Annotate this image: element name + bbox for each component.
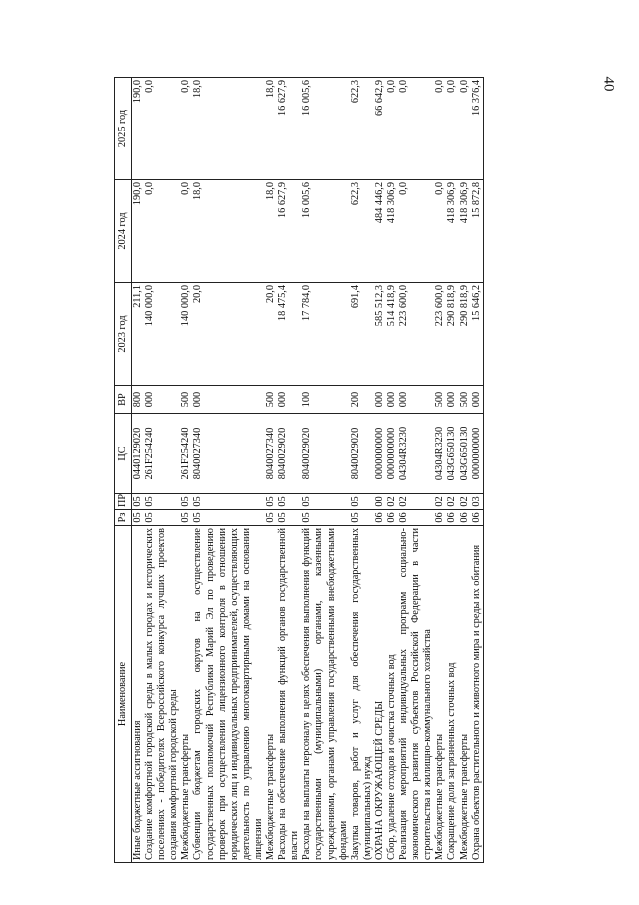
row-rz: 06 bbox=[398, 510, 434, 526]
row-pr: 05 bbox=[180, 494, 192, 510]
row-2024: 16 005,6 bbox=[301, 180, 349, 283]
table-row bbox=[192, 78, 265, 863]
row-cs: 8040029020 bbox=[350, 414, 374, 494]
row-2024: 418 306,9 bbox=[459, 180, 471, 283]
row-name: Охрана объектов растительного и животного мира и среды их обитания bbox=[471, 526, 484, 863]
row-cs: 8040029020 bbox=[277, 414, 301, 494]
row-name: Межбюджетные трансферты bbox=[265, 526, 277, 863]
header-2025: 2025 год bbox=[115, 78, 132, 180]
row-pr: 05 bbox=[350, 494, 374, 510]
row-cs: 043G650130 bbox=[446, 414, 458, 494]
row-2024: 0,0 bbox=[434, 180, 446, 283]
row-pr: 05 bbox=[132, 494, 145, 510]
row-pr: 05 bbox=[192, 494, 265, 510]
header-2023: 2023 год bbox=[115, 283, 132, 386]
row-2025: 0,0 bbox=[386, 78, 398, 180]
table-row bbox=[277, 78, 301, 863]
table-row bbox=[471, 78, 484, 863]
row-2024: 18,0 bbox=[192, 180, 265, 283]
row-cs: 8040027340 bbox=[265, 414, 277, 494]
row-2025: 0,0 bbox=[459, 78, 471, 180]
row-cs: 8040029020 bbox=[301, 414, 349, 494]
row-rz: 05 bbox=[265, 510, 277, 526]
row-name: Межбюджетные трансферты bbox=[180, 526, 192, 863]
row-2024: 0,0 bbox=[144, 180, 180, 283]
row-2025: 16 005,6 bbox=[301, 78, 349, 180]
table-row bbox=[144, 78, 180, 863]
header-2024: 2024 год bbox=[115, 180, 132, 283]
row-vr: 100 bbox=[301, 386, 349, 414]
row-2025: 0,0 bbox=[434, 78, 446, 180]
row-vr: 000 bbox=[386, 386, 398, 414]
table-row bbox=[434, 78, 446, 863]
table-row bbox=[374, 78, 386, 863]
row-2025: 16 376,4 bbox=[471, 78, 484, 180]
header-vr: ВР bbox=[115, 386, 132, 414]
row-pr: 00 bbox=[374, 494, 386, 510]
row-2023: 223 600,0 bbox=[434, 283, 446, 386]
row-rz: 05 bbox=[301, 510, 349, 526]
row-cs: 0000000000 bbox=[471, 414, 484, 494]
row-cs: 261F254240 bbox=[144, 414, 180, 494]
row-name: Создание комфортной городской среды в малых городах и исторических поселениях - победителях Всероссийского конкурса лучших проектов создания комфортной городской среды bbox=[144, 526, 180, 863]
table-row bbox=[350, 78, 374, 863]
row-vr: 800 bbox=[132, 386, 145, 414]
row-2024: 18,0 bbox=[265, 180, 277, 283]
row-rz: 05 bbox=[144, 510, 180, 526]
page-number: 40 bbox=[600, 76, 617, 92]
row-vr: 000 bbox=[144, 386, 180, 414]
row-2023: 140 000,0 bbox=[180, 283, 192, 386]
budget-table bbox=[114, 77, 484, 863]
row-2023: 15 646,2 bbox=[471, 283, 484, 386]
row-vr: 000 bbox=[398, 386, 434, 414]
row-vr: 500 bbox=[265, 386, 277, 414]
row-cs: 8040027340 bbox=[192, 414, 265, 494]
row-rz: 06 bbox=[459, 510, 471, 526]
row-cs: 0440129020 bbox=[132, 414, 145, 494]
row-rz: 06 bbox=[471, 510, 484, 526]
row-2023: 18 475,4 bbox=[277, 283, 301, 386]
row-rz: 05 bbox=[277, 510, 301, 526]
row-cs: 0000000000 bbox=[386, 414, 398, 494]
row-2025: 0,0 bbox=[144, 78, 180, 180]
row-name: ОХРАНА ОКРУЖАЮЩЕЙ СРЕДЫ bbox=[374, 526, 386, 863]
table-row bbox=[398, 78, 434, 863]
header-cs: ЦС bbox=[115, 414, 132, 494]
row-name: Иные бюджетные ассигнования bbox=[132, 526, 145, 863]
row-cs: 0000000000 bbox=[374, 414, 386, 494]
row-2023: 211,1 bbox=[132, 283, 145, 386]
row-vr: 000 bbox=[446, 386, 458, 414]
row-vr: 000 bbox=[374, 386, 386, 414]
row-pr: 02 bbox=[459, 494, 471, 510]
row-2023: 20,0 bbox=[265, 283, 277, 386]
table-row bbox=[132, 78, 145, 863]
row-vr: 000 bbox=[277, 386, 301, 414]
table-row bbox=[180, 78, 192, 863]
row-cs: 043G650130 bbox=[459, 414, 471, 494]
row-vr: 000 bbox=[192, 386, 265, 414]
row-rz: 05 bbox=[132, 510, 145, 526]
row-pr: 02 bbox=[398, 494, 434, 510]
row-rz: 05 bbox=[180, 510, 192, 526]
row-2025: 18,0 bbox=[265, 78, 277, 180]
table-row bbox=[265, 78, 277, 863]
row-vr: 500 bbox=[459, 386, 471, 414]
row-2023: 140 000,0 bbox=[144, 283, 180, 386]
row-pr: 02 bbox=[386, 494, 398, 510]
row-2023: 223 600,0 bbox=[398, 283, 434, 386]
table-row bbox=[301, 78, 349, 863]
row-rz: 06 bbox=[386, 510, 398, 526]
row-pr: 05 bbox=[265, 494, 277, 510]
row-2024: 418 306,9 bbox=[446, 180, 458, 283]
row-2025: 16 627,9 bbox=[277, 78, 301, 180]
row-2024: 622,3 bbox=[350, 180, 374, 283]
row-pr: 05 bbox=[144, 494, 180, 510]
row-cs: 04304R3230 bbox=[398, 414, 434, 494]
row-2025: 622,3 bbox=[350, 78, 374, 180]
header-rz: Рз bbox=[115, 510, 132, 526]
row-cs: 04304R3230 bbox=[434, 414, 446, 494]
row-2024: 0,0 bbox=[180, 180, 192, 283]
row-pr: 03 bbox=[471, 494, 484, 510]
row-2023: 691,4 bbox=[350, 283, 374, 386]
row-2023: 290 818,9 bbox=[446, 283, 458, 386]
row-2025: 0,0 bbox=[446, 78, 458, 180]
row-name: Субвенции бюджетам городских округов на осуществление государственных полномочий Республики Марий Эл по проведению проверок при осуществлении лицензионного контроля в отношении юридических лиц и индивидуальных предпринимателей, осуществляющих деятельность по управлению многоквартирными домами на основании лицензии bbox=[192, 526, 265, 863]
header-name: Наименование bbox=[115, 526, 132, 863]
row-2025: 66 642,9 bbox=[374, 78, 386, 180]
row-name: Реализация мероприятий индивидуальных программ социально-экономического развития субъектов Российской Федерации в части строительства и жилищно-коммунального хозяйства bbox=[398, 526, 434, 863]
row-2024: 0,0 bbox=[398, 180, 434, 283]
row-pr: 02 bbox=[434, 494, 446, 510]
row-2025: 0,0 bbox=[398, 78, 434, 180]
row-pr: 02 bbox=[446, 494, 458, 510]
row-2025: 0,0 bbox=[180, 78, 192, 180]
header-pr: ПР bbox=[115, 494, 132, 510]
rotated-page-content bbox=[114, 78, 538, 863]
table-row bbox=[386, 78, 398, 863]
row-cs: 261F254240 bbox=[180, 414, 192, 494]
row-name: Сбор, удаление отходов и очистка сточных вод bbox=[386, 526, 398, 863]
row-2023: 585 512,3 bbox=[374, 283, 386, 386]
row-vr: 200 bbox=[350, 386, 374, 414]
row-name: Расходы на выплаты персоналу в целях обеспечения выполнения функций государственными (муниципальными) органами, казенными учреждениями, органами управления государственными внебюджетными фондами bbox=[301, 526, 349, 863]
row-pr: 05 bbox=[301, 494, 349, 510]
row-2025: 190,0 bbox=[132, 78, 145, 180]
row-name: Межбюджетные трансферты bbox=[459, 526, 471, 863]
row-2023: 514 418,9 bbox=[386, 283, 398, 386]
row-rz: 06 bbox=[446, 510, 458, 526]
row-2024: 15 872,8 bbox=[471, 180, 484, 283]
row-rz: 05 bbox=[192, 510, 265, 526]
row-2024: 190,0 bbox=[132, 180, 145, 283]
table-row bbox=[446, 78, 458, 863]
row-name: Расходы на обеспечение выполнения функций органов государственной власти bbox=[277, 526, 301, 863]
row-2023: 290 818,9 bbox=[459, 283, 471, 386]
row-name: Закупка товаров, работ и услуг для обеспечения государственных (муниципальных) нужд bbox=[350, 526, 374, 863]
table-row bbox=[459, 78, 471, 863]
row-2025: 18,0 bbox=[192, 78, 265, 180]
row-name: Межбюджетные трансферты bbox=[434, 526, 446, 863]
row-rz: 05 bbox=[350, 510, 374, 526]
row-2024: 484 446,2 bbox=[374, 180, 386, 283]
row-rz: 06 bbox=[374, 510, 386, 526]
row-2023: 20,0 bbox=[192, 283, 265, 386]
row-rz: 06 bbox=[434, 510, 446, 526]
row-pr: 05 bbox=[277, 494, 301, 510]
row-vr: 000 bbox=[471, 386, 484, 414]
row-name: Сокращение доли загрязненных сточных вод bbox=[446, 526, 458, 863]
table-header-row bbox=[115, 78, 132, 863]
row-2024: 16 627,9 bbox=[277, 180, 301, 283]
row-2023: 17 784,0 bbox=[301, 283, 349, 386]
row-vr: 500 bbox=[180, 386, 192, 414]
row-2024: 418 306,9 bbox=[386, 180, 398, 283]
row-vr: 500 bbox=[434, 386, 446, 414]
